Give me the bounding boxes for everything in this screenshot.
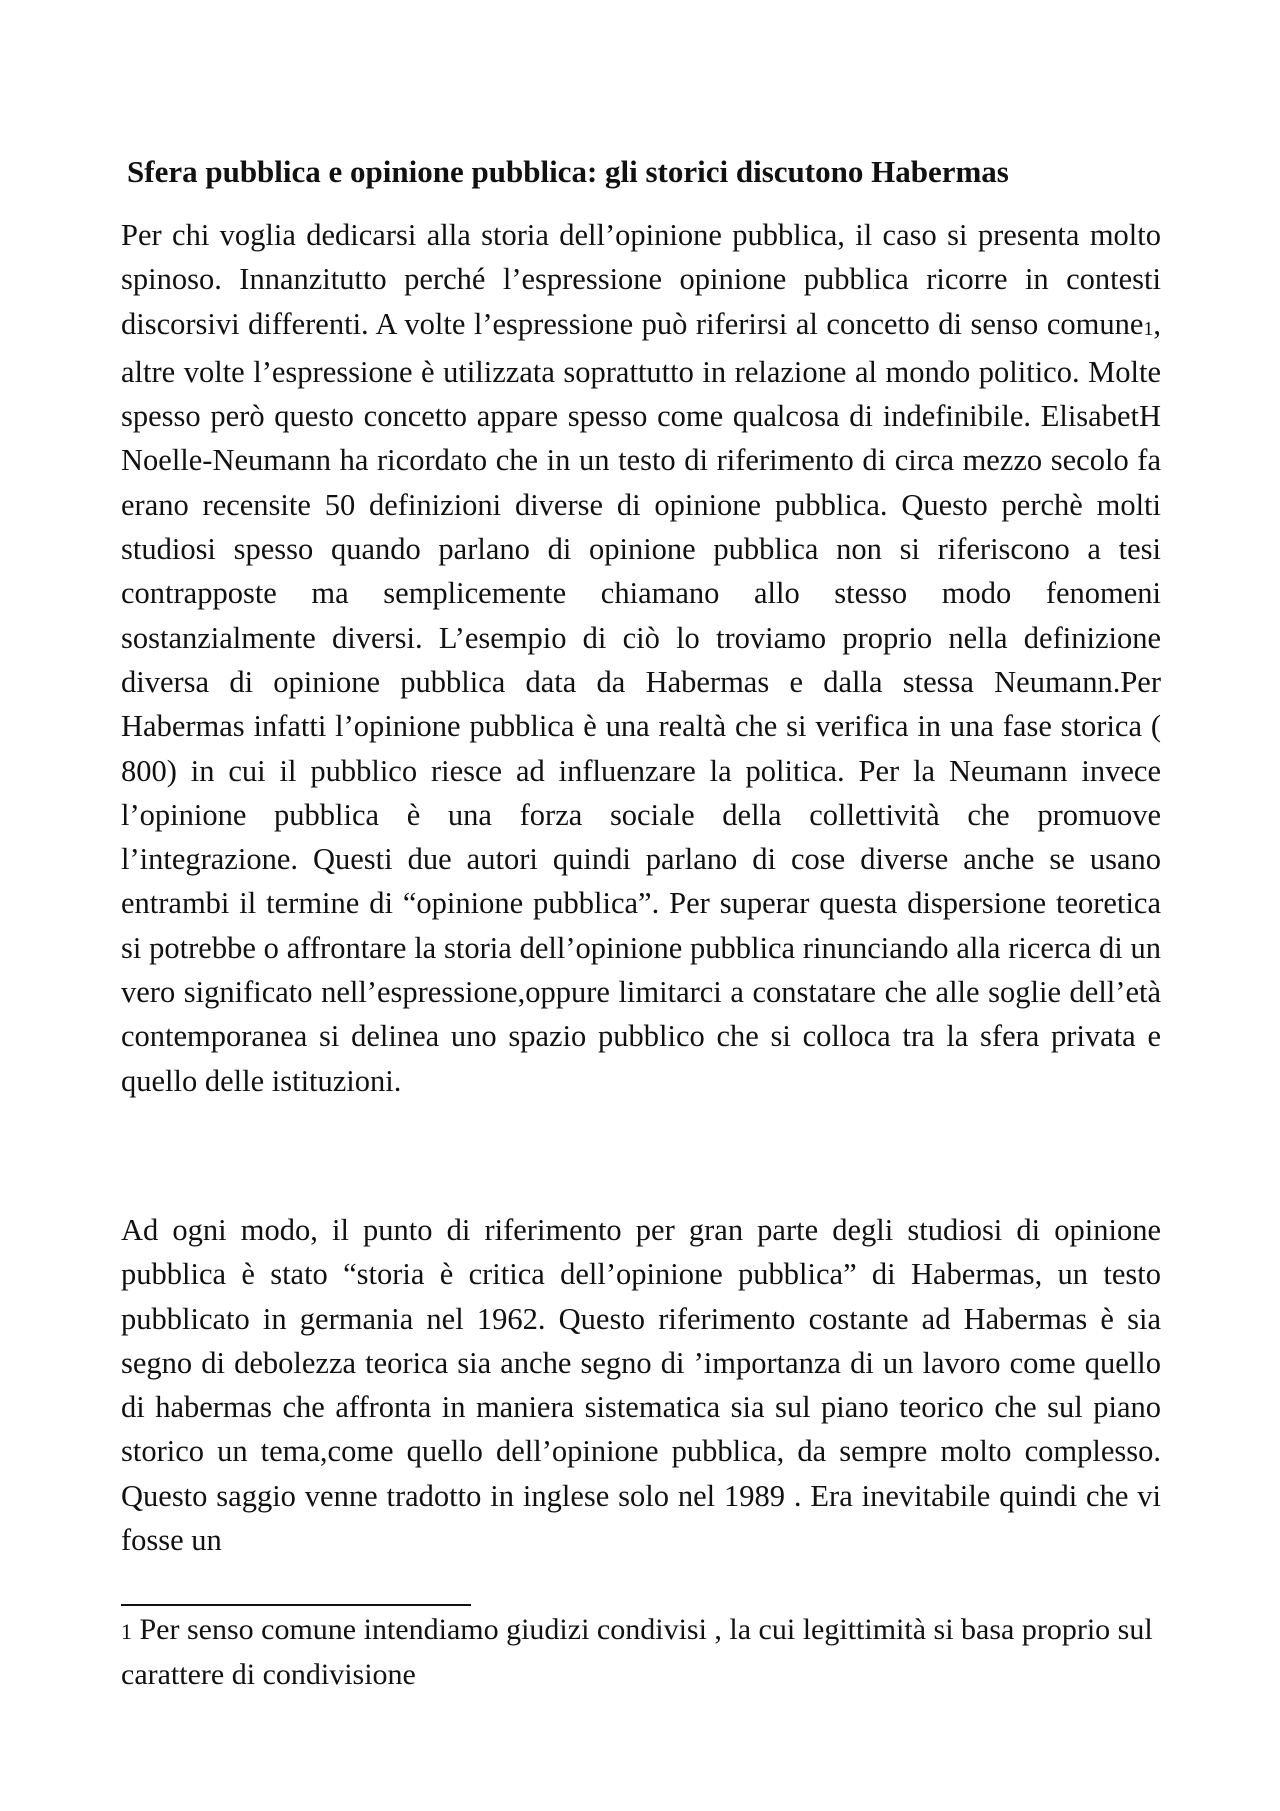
footnote-text: Per senso comune intendiamo giudizi condivisi , la cui legittimità si basa proprio sul carattere di condivisione bbox=[121, 1613, 1153, 1691]
paragraph-text: , altre volte l’espressione è utilizzata soprattutto in relazione al mondo politico. Molte spesso però questo concetto appare spesso come qualcosa di indefinibile. ElisabetH Noelle-Neumann ha ricordato che in un testo di riferimento di circa mezzo secolo fa erano recensite 50 definizioni diverse di opinione pubblica. Questo perchè molti studiosi spesso quando parlano di opinione pubblica non si riferiscono a tesi contrapposte ma semplicemente chiamano allo stesso modo fenomeni sostanzialmente diversi. L’esempio di ciò lo troviamo proprio nella definizione diversa di opinione pubblica data da Habermas e dalla stessa Neumann.Per Habermas infatti l’opinione pubblica è una realtà che si verifica in una fase storica ( 800) in cui il pubblico riesce ad influenzare la politica. Per la Neumann invece l’opinione pubblica è una forza sociale della collettività che promuove l’integrazione. Questi due autori quindi parlano di cose diverse anche se usano entrambi il termine di “opinione pubblica”. Per superar questa dispersione teoretica si potrebbe o affrontare la storia dell’opinione pubblica rinunciando alla ricerca di un vero significato nell’espressione,oppure limitarci a constatare che alle soglie dell’età contemporanea si delinea uno spazio pubblico che si colloca tra la sfera privata e quello delle istituzioni. bbox=[121, 306, 1161, 1098]
footnote-separator bbox=[121, 1604, 471, 1606]
body-paragraph: Ad ogni modo, il punto di riferimento per gran parte degli studiosi di opinione pubblica è stato “storia è critica dell’opinione pubblica” di Habermas, un testo pubblicato in germania nel 1962. Questo riferimento costante ad Habermas è sia segno di debolezza teorica sia anche segno di ’importanza di un lavoro come quello di habermas che affronta in maniera sistematica sia sul piano teorico che sul piano storico un tema,come quello dell’opinione pubblica, da sempre molto complesso. Questo saggio venne tradotto in inglese solo nel 1989 . Era inevitabile quindi che vi fosse un bbox=[121, 1213, 1161, 1558]
footnote bbox=[121, 1608, 1161, 1696]
footnote-number: 1 bbox=[121, 1619, 132, 1644]
footnote-reference[interactable]: 1 bbox=[1143, 317, 1154, 340]
document-title: Sfera pubblica e opinione pubblica: gli storici discutono Habermas bbox=[127, 154, 1009, 189]
paragraph-text: Per chi voglia dedicarsi alla storia dell’opinione pubblica, il caso si presenta molto spinoso. Innanzitutto perché l’espressione opinione pubblica ricorre in contesti discorsivi differenti. A volte l’espressione può riferirsi al concetto di senso comune bbox=[121, 218, 1161, 341]
body-paragraph bbox=[121, 213, 1161, 1103]
